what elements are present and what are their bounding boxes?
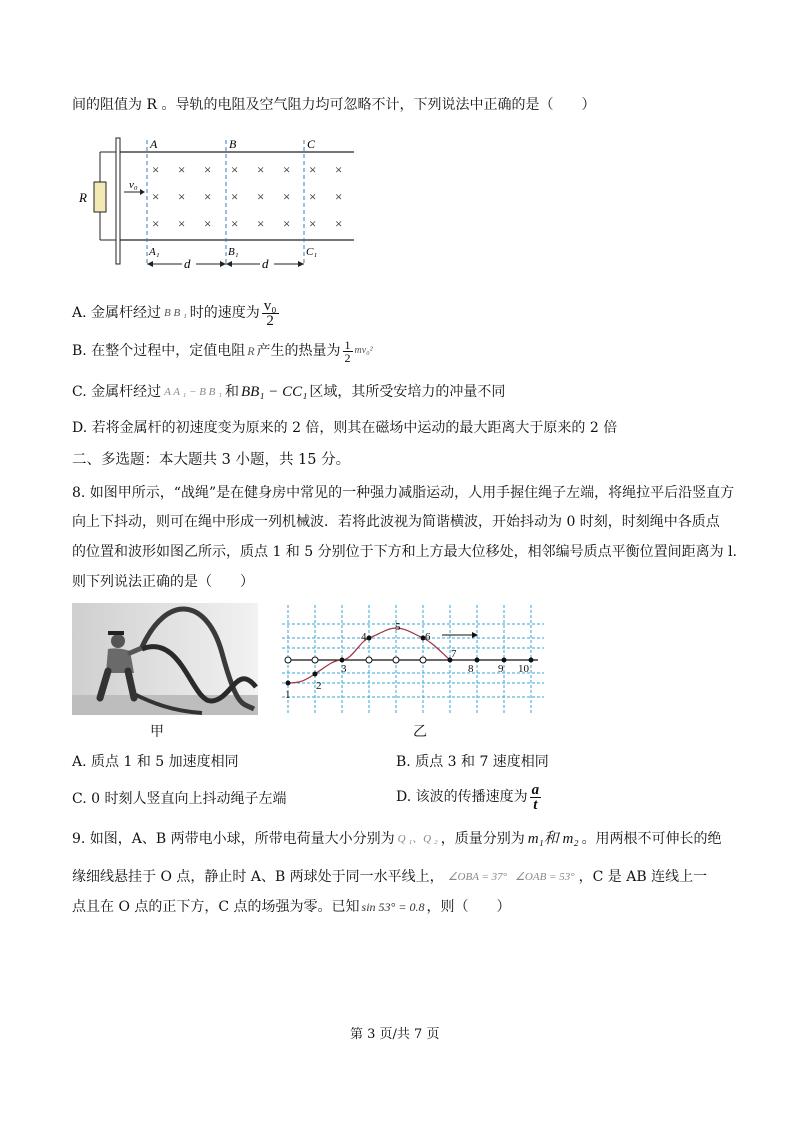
svg-text:×: × — [204, 189, 212, 204]
svg-text:×: × — [257, 216, 265, 231]
resistor-label: R — [79, 190, 87, 205]
svg-text:10: 10 — [518, 663, 529, 675]
rail-field-diagram — [72, 130, 372, 280]
svg-text:×: × — [283, 216, 291, 231]
label-C: C — [307, 137, 316, 151]
q7-stem: 间的阻值为 R 。导轨的电阻及空气阻力均可忽略不计，下列说法中正确的是（ ） — [72, 97, 596, 113]
svg-text:2: 2 — [316, 680, 322, 692]
d-label-2: d — [262, 256, 269, 271]
svg-text:9: 9 — [498, 663, 504, 675]
svg-text:×: × — [178, 189, 186, 204]
q7-option-a[interactable]: A. 金属杆经过 B B ₁ 时的速度为 $\frac{\text{v₀}}{2}$ — [72, 297, 277, 329]
svg-text:×: × — [335, 189, 343, 204]
svg-text:×: × — [231, 162, 239, 177]
section-heading-multiple-choice: 二、多选题：本大题共 3 小题，共 15 分。 — [72, 452, 351, 468]
svg-text:×: × — [309, 162, 317, 177]
svg-text:×: × — [152, 189, 160, 204]
q7-option-d[interactable]: D. 若将金属杆的初速度变为原来的 2 倍，则其在磁场中运动的最大距离大于原来的 2 倍 — [72, 420, 618, 436]
label-C1: C₁ — [306, 246, 318, 258]
figure-yi-label: 乙 — [413, 724, 427, 740]
d-label-1: d — [184, 256, 191, 271]
q8-line-4: 则下列说法正确的是（ ） — [72, 574, 254, 590]
svg-text:×: × — [335, 162, 343, 177]
point-8 — [475, 658, 480, 663]
point-9 — [502, 658, 507, 663]
battle-rope-photo — [72, 603, 258, 715]
svg-text:4: 4 — [361, 631, 367, 643]
svg-text:3: 3 — [341, 663, 347, 675]
q9-line-2: 缘细线悬挂于 O 点，静止时 A、B 两球处于同一水平线上， ∠OBA = 37° ∠OAB = 53° ，C 是 AB 连线上一 — [72, 869, 708, 885]
svg-text:8: 8 — [468, 663, 474, 675]
fraction-half: $\frac{1}{2}$ — [344, 337, 351, 365]
fraction-v0-over-2: $\frac{\text{v₀}}{2}$ — [263, 297, 277, 329]
q8-option-b[interactable]: B. 质点 3 和 7 速度相同 — [396, 754, 549, 770]
v0-label: v₀ — [129, 179, 138, 191]
wave-diagram — [282, 603, 546, 718]
svg-text:×: × — [257, 162, 265, 177]
point-2 — [313, 672, 318, 677]
label-B1: B₁ — [228, 246, 239, 258]
svg-text:×: × — [204, 162, 212, 177]
point-3 — [340, 658, 345, 663]
q8-option-d[interactable]: D. 该波的传播速度为 $\frac{a}{t}$ — [396, 781, 540, 813]
svg-text:6: 6 — [425, 631, 431, 643]
fraction-a-over-t: $\frac{a}{t}$ — [531, 781, 540, 813]
point-10 — [529, 658, 534, 663]
svg-text:×: × — [231, 189, 239, 204]
metal-rod — [116, 138, 120, 264]
svg-text:×: × — [178, 162, 186, 177]
q9-line-1: 9. 如图，A、B 两带电小球，所带电荷量大小分别为 Q ₁、Q ₂ ，质量分别为 m₁和 m₂ 。用两根不可伸长的绝 — [72, 831, 722, 847]
svg-text:×: × — [152, 216, 160, 231]
page-footer: 第 3 页/共 7 页 — [350, 1027, 440, 1042]
svg-text:×: × — [283, 162, 291, 177]
magnetic-field-crosses — [152, 162, 342, 231]
svg-text:1: 1 — [285, 689, 291, 701]
q7-option-b[interactable]: B. 在整个过程中，定值电阻 R 产生的热量为 $\frac{1}{2}$ mv₀² — [72, 337, 373, 365]
q7-option-c[interactable]: C. 金属杆经过 A A ₁ − B B ₁ 和 BB₁ − CC₁ 区域，其所受安培力的冲量不同 — [72, 384, 506, 400]
figure-jia-label: 甲 — [150, 724, 164, 740]
svg-text:5: 5 — [395, 621, 401, 633]
svg-text:×: × — [309, 216, 317, 231]
svg-text:×: × — [309, 189, 317, 204]
svg-text:×: × — [204, 216, 212, 231]
q8-line-1: 8. 如图甲所示，“战绳”是在健身房中常见的一种强力减脂运动，人用手握住绳子左端，将绳拉平后沿竖直方 — [72, 485, 735, 501]
svg-text:×: × — [152, 162, 160, 177]
point-1 — [286, 681, 291, 686]
svg-text:7: 7 — [451, 648, 457, 660]
svg-text:×: × — [231, 216, 239, 231]
label-A: A — [150, 137, 158, 151]
label-A1: A₁ — [149, 246, 160, 258]
svg-text:×: × — [257, 189, 265, 204]
resistor — [94, 182, 106, 212]
q8-line-2: 向上下抖动，则可在绳中形成一列机械波．若将此波视为简谐横波，开始抖动为 0 时刻，时刻绳中各质点 — [72, 514, 720, 530]
q8-option-a[interactable]: A. 质点 1 和 5 加速度相同 — [72, 754, 239, 770]
svg-text:×: × — [283, 189, 291, 204]
q8-line-3: 的位置和波形如图乙所示，质点 1 和 5 分别位于下方和上方最大位移处，相邻编号质点平衡位置间距离为 l. — [72, 544, 737, 560]
svg-text:×: × — [335, 216, 343, 231]
label-B: B — [229, 137, 237, 151]
q8-option-c[interactable]: C. 0 时刻人竖直向上抖动绳子左端 — [72, 791, 287, 807]
q9-line-3: 点且在 O 点的正下方，C 点的场强为零。已知 sin 53° = 0.8 ，则（ ） — [72, 899, 511, 915]
point-4 — [367, 636, 372, 641]
svg-text:×: × — [178, 216, 186, 231]
